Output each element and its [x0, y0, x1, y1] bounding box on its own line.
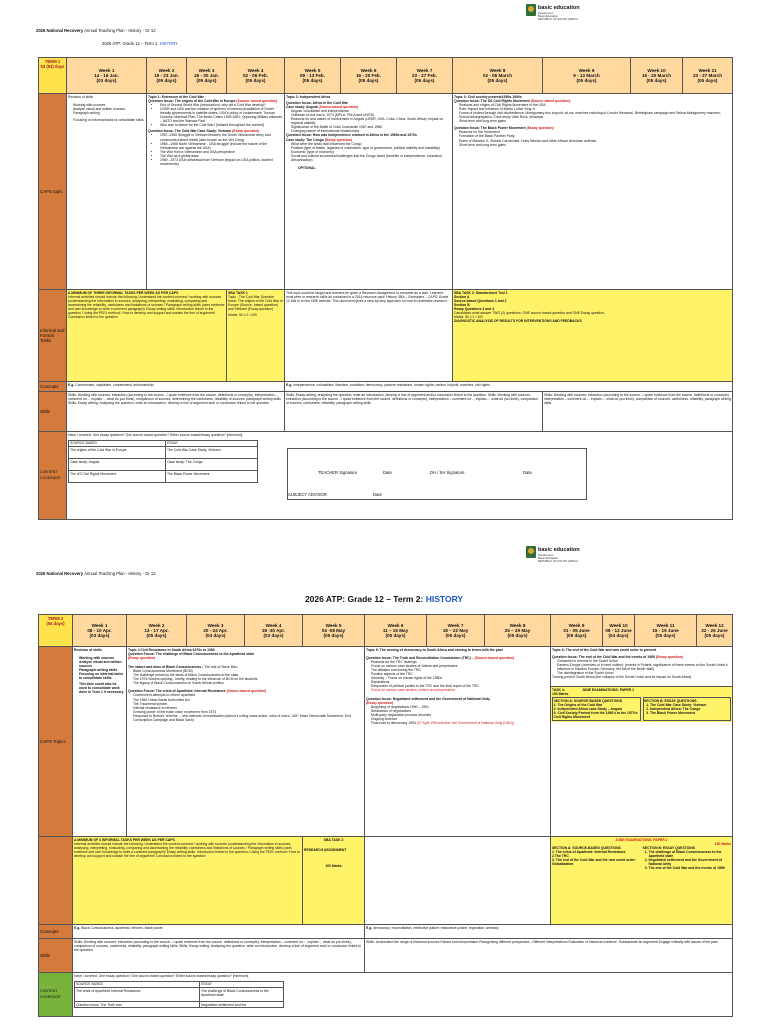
- row-label: CAPS topic: [39, 94, 67, 290]
- topic3-cell: Topic 3: Civil society protests1950s-1990s Question focus: The US Civil Rights Movement (Source-based question) • Reasons and origins of Civil Rights Movement in the USA • Role, impact and influence of Martin Luther King Jr • Forms of protest through civil disobedience: Montgomery bus boycott, sit-ins, marches including to Lincoln Memorial, Birmingham campaign and Selma-Montgomery marches; • School desegregation: Case study Little Rock, Arkansas • Short-term and long-term gains Question focus: The Black Power Movement (Essay question) • Reasons for the movement • Formation of the Black Panther Party • Roles of Malcolm X, Stokely Carmichael, Huey Newton and other African American activists • Short-term and long-term gains: [453, 94, 733, 290]
- week-header: Week 5 09 - 13 Feb. (05 days): [285, 58, 341, 94]
- topic5-cell: Topic 5: The coming of democracy to South Africa and coming to terms with the past Question focus: The Truth and Reconciliation Commission (TRC) – (Source-based question) • Reasons for the TRC hearings • Focus on various case studies of victims and perpetrators • The debates concerning the TRC • Positive aspects of the TRC • Amnesty – Focus on human rights of the 1980s • Reparations • Responses of political parties to the TRC and the final report of the TRC • Focus on various case studies, victims and perpetrators Question focus: Negotiated settlement and the Government of National Unity (Essay question) • Beginning of negotiations 1990 – 1991 • Breakdown of negotiations • Multi-party negotiation process resumes • Ongoing violence • Final road to democracy 1994 (27 April 1994 election; the Government of National Unity [GNU]): [365, 647, 551, 837]
- coverage-table: SOURCE BASED ESSAY The origins of the Cold War in Europe The Cold War Case Study: Vietnam Case study: Angola Case study: The Congo The US Civil Rights Movement The Black Power Movement: [68, 440, 258, 483]
- coat-of-arms-icon: [526, 546, 536, 558]
- coverage-cell: Have I covered: One essay question? One source-based question? Either source-based/essay question? [minimum] SOURCE BASED ESSAY The crisis of Apartheid: Internal Resistance The challenge of Black Consciousness to the Apartheid state Question focus: The Truth and Negotiated settlement and the: [73, 973, 733, 1017]
- week-header: Week 4 28 -30 Apr. (03 days): [245, 615, 303, 647]
- skills-cell: Skills: Understand the range of historical sources Extract and interpretation Recognising different perspective.- Different interpretations Evaluation of historical evidence. Substantiate an argument Engage critically with issues of the past.: [365, 939, 733, 973]
- coverage-row: [39, 973, 733, 1017]
- sba-task3-cell: SBA TASK 3 RESEARCH ASSIGNMENT 100 Marks: [303, 837, 365, 925]
- skills-row: [39, 939, 733, 973]
- sba-task1-cell: SBA TASK 1 Topic - The Cold War Question focus: The origins of the Cold War in Europe (Source- based question) and Vietnam (Essay question) Marks: 50 x 2 =100: [227, 290, 285, 382]
- term-label: TERM 2 (54 days): [39, 615, 73, 647]
- term-label: TERM 1 53 (53) days: [39, 58, 67, 94]
- topic4-cell: Topic 4 Civil Resistance in South Africa:1970s to 1980 Question Focus: The challenge of Black Consciousness to the Apartheid state (Essay question) The nature and aims of Black Consciousness • The role of Steve Biko • Black Consciousness Movement (BCM) • The challenge posed by the ideas of Black Consciousness to the state • The 1976 Soweto uprising - briefly, relating to the influence of BCM on the students • The legacy of Black Consciousness on South African politics Question Focus: The crisis of Apartheid: Internal Resistance (Source-based question) • Government attempts to reform apartheid • The 1982 Urban Bantu Authorities Act • The Tricameral system • Internal resistance to reforms • Growing power of the trade union movement from 1973 • Response to Botha's 'reforms' – new methods of mobilisation (labour's rolling mass action, roles of civics, UDF, Mass Democratic Movement, End Conscription Campaign and Black Sash): [127, 647, 365, 837]
- term2-plan-table: [38, 614, 733, 1017]
- concepts-cell: E.g. democracy; reconciliation, retributive justice; restorative justice; reparation; amnesty: [365, 925, 733, 939]
- week-header: Week 3 26 - 30 Jan. (05 days): [187, 58, 227, 94]
- concepts-cell: E.g. Black Consciousness, apartheid, reforms, black power: [73, 925, 365, 939]
- informal-tasks-cell: A MINIMUM OF THREE INFORMAL TASKS PER WEEK AS PER CAPS Informal activities should include the following: Understand the content covered / working with sources (understanding the information in sources, analysing, interpreting, evaluating, comparing and ascertaining the reliability, usefulness and limitations of sources / Paragraph writing skills (uses evidence and own knowledge to write a coherent paragraph)/ Essay writing skills: Introduction linked to the question / Using the PEEL method / How to develop and support and sustain the line of argument/ Conclusion linked to the question: [67, 290, 227, 382]
- concepts-row: [39, 382, 733, 392]
- revision-cell: Revision of skills • Working with sources • Analyse visual and written sources • Paragraph writing • Focusing on informal tasks to consolidate skills.: [67, 94, 147, 290]
- informal-tasks-cell: A MINIMUM OF 3 INFORMAL TASKS PER WEEK AS PER CAPS Informal activities should include the following: Understand the content covered / working with sources (understanding the information in sources, analysing, interpreting, evaluating, comparing and ascertaining the reliability, usefulness and limitations of sources / Paragraph writing skills (uses evidence and own knowledge to write a coherent paragraph)/ Essay writing skills: Introduction linked to the question / Using the PEEL method / How to develop and support and sustain the line of argument/ Conclusion linked to the question: [73, 837, 303, 925]
- week-header: Week 8 25 – 29 May (05 days): [485, 615, 551, 647]
- week-header: Week 10 08 - 12 June (04 days): [603, 615, 635, 647]
- coverage-cell: Have I covered: One essay question? One source-based question? Either source-based/essay question? [minimum] SOURCE BASED ESSAY The origins of the Cold War in Europe The Cold War Case Study: Vietnam Case study: Angola Case study: The Congo The US Civil Rights Movement The Black Power Movement TEACHER Signature Date DH / SH Signature Date SUBJECT ADVISOR Date: [67, 432, 733, 520]
- row-label: Informal and Formal Tasks: [39, 290, 67, 382]
- caps-topics-row: [39, 647, 733, 837]
- week-header: Week 4 02 - 06 Feb. (05 days): [227, 58, 285, 94]
- row-label: CAPS Topics: [39, 647, 73, 837]
- week-header: Week 5 04 -08 May (05 days): [303, 615, 365, 647]
- week-header: Week 6 11 – 15 May (05 days): [365, 615, 427, 647]
- week-header: Week 11 15 - 19 June (05 days): [635, 615, 697, 647]
- skills-cell: Skills: Working with sources: extraction (according to the source.../ quote evidence from the source, definitions or concepts), interpretation – comment on..., explain..., what do you think), comparison of sources, usefulness, reliability, paragraph writing skills. Skills: Essay writing: Analysing the question, write an introduction, develop a line of argument and/ or conclusion linked to the question.: [73, 939, 365, 973]
- dbe-logo: basic education Department: Basic Education REPUBLIC OF SOUTH AFRICA: [526, 546, 568, 570]
- week-header: Week 2 19 - 23 Jan. (05 days): [147, 58, 187, 94]
- week-header: Week 1 08 - 10 Apr. (03 days): [73, 615, 127, 647]
- week-header: Week 8 02 - 06 March (05 days): [453, 58, 543, 94]
- week-header: Week 9 9 - 13 March (05 days): [543, 58, 631, 94]
- task5-block: JUNE EXAMINATIONS: PAPER 2 150 Marks SECTION A: SOURCE-BASED QUESTIONS 1. The crisis of Apartheid: Internal Resistance 2.The TRC 3. The end of the Cold War and the new world order: Globalisation SECTION B: ESSAY QUESTIONS 1. The challenge of Black Consciousness to the Apartheid state 2. Negotiated settlement and the Government of National Unity 3. The end of the Cold War and the events of 1989: [551, 837, 733, 925]
- row-label: Skills: [39, 392, 67, 432]
- sba-task2-cell: SBA TASK 2: Standardized Test 1 Section A Source-based Questions 1 and 2 Section B Essay Questions 3 and 4 Candidates must answer TWO (2) questions, ONE source-based question and ONE Essay question. Marks: 50 x 2 =100 DIAGNOSTIC ANALYSIS OF RESULTS FOR INTERVENTIONS AND FEEDBACKS: [453, 290, 733, 382]
- coat-of-arms-icon: [526, 4, 536, 16]
- topic6-cell: Topic 6: The end of the Cold War and new world order to present Question focus: The end of the Cold War and the events of 1989 (Essay question) • Gorbachev's reforms in the Soviet Union • Eastern Europe (overview or in brief outline): (events in Poland; significance of these events on the Soviet Union's influence in Eastern Europe; Germany: the fall of the Berlin Wall) • The disintegration of the Soviet Union Turning point in South Africa (the collapse of the Soviet Union and its impact on South Africa) TASK 4: JUNE EXAMINATIONS: PAPER 1 150 Marks SECTION A: SOURCE BASED QUESTIONS 1: The Origins of the Cold War 2: Independent Africa case Study – Angola 3: Civil Society Protest from the 1950's to the 1970's: Civil Rights Movement SECTION B: ESSAY QUESTIONS 1. The Cold War Case Study: Vietnam 2. Independent Africa: The Congo 3. The Black Power Movement: [551, 647, 733, 837]
- topic2-cell: Topic 2: Independent Africa Question focus: Africa in the Cold War Case study: Angola (Source-based question) • Angola: colonialism and independence • Outbreak of civil war in 1974 (MPLA, FNLA and UNITA) • Reasons for and nature of involvement in Angola (USSR, USA, Cuba, China, South Africa): impact on regional stability • Significance of the Battle of Cuito Cuanavale 1987 and 1988 • Changing nature of international relationships Question focus: How was independence realised in Africa in the 1960s and 1970s Case study: The Congo (Essay question) • What were the ideas that influenced the Congo • Political (type of leader, legacies of colonialism, type of government, political stability and instability) • Economic (type of economy) • Social and cultural successes/challenges that the Congo faced (benefits of independence, education, Africanisation) OPTIONAL: [285, 94, 453, 290]
- signature-box: TEACHER Signature Date DH / SH Signature Date SUBJECT ADVISOR Date: [287, 448, 587, 500]
- coverage-row: [39, 432, 733, 520]
- term1-plan-table: [38, 57, 733, 520]
- week-header: Week 9 01 - 05 June (05 days): [551, 615, 603, 647]
- week-header: Week 3 20 - 24 Apr. (04 days): [187, 615, 245, 647]
- week-header: Week 12 22 - 26 June (05 days): [697, 615, 733, 647]
- week-header: Week 7 18 – 22 May (05 days): [427, 615, 485, 647]
- skills-row: [39, 392, 733, 432]
- row-label: Concepts: [39, 925, 73, 939]
- row-label: [39, 837, 73, 925]
- revision-cell: Revision of skills • Working with sources • Analyse visual and written sources • Paragraph writing skills • Focusing on informal tasks to consolidate skills. This time could also be used to consolidate work done in Term 1 if necessary.: [73, 647, 127, 837]
- week-header: Week 6 16 - 20 Feb. (05 days): [341, 58, 397, 94]
- tasks-row: [39, 837, 733, 925]
- weeks-row: [39, 58, 733, 94]
- row-label: Concepts: [39, 382, 67, 392]
- row-label: Skills: [39, 939, 73, 973]
- concepts-row: [39, 925, 733, 939]
- skills-cell: Skills: Working with sources: extraction (according to the source.../ quote evidence from the source, definitions or concepts), interpretation – comment on..., explain..., what do you think), comparison of sources, determining the usefulness, reliability of sources, paragraph writing skills Skills: Essay writing: Analysing the question, write an introduction, develop a line of argument and/ or conclusion linked to the question: [67, 392, 285, 432]
- week-header: Week 1 14 - 16 Jan. (03 days): [67, 58, 147, 94]
- task4-block: TASK 4: JUNE EXAMINATIONS: PAPER 1 150 Marks SECTION A: SOURCE BASED QUESTIONS 1: The Origins of the Cold War 2: Independent Africa case Study – Angola 3: Civil Society Protest from the 1950's to the 1970's: Civil Rights Movement SECTION B: ESSAY QUESTIONS 1. The Cold War Case Study: Vietnam 2. Independent Africa: The Congo 3. The Black Power Movement: [551, 686, 732, 722]
- skills-cell: Skills: Essay writing: analysing the question, write an introduction, develop a line of argument and/or conclusion linked to the question. Skills: Working with sources: extraction (according to the source.../ quote evidence from the source, definitions or concepts), interpretation – comment on..., explain..., what do you think), comparison of sources, usefulness, reliability, paragraph writing skills: [285, 392, 543, 432]
- skills-cell: Skills: Working with sources: extraction (according to the source.../ quote evidence from the source, definitions or concepts), interpretation – comment on..., explain..., what do you think), comparison of sources, usefulness, reliability, paragraph writing skills: [543, 392, 733, 432]
- row-label: CONTENT COVERAGE: [39, 973, 73, 1017]
- week-header: Week 11 23 - 27 March (05 days): [683, 58, 733, 94]
- page-title: 2026 ATP: Grade 12 – Term 2: HISTORY: [304, 594, 464, 604]
- page-2: [0, 538, 768, 1024]
- topic1-cell: Topic 1: Extension of the Cold War Question focus: The origins of the Cold War in Europe (Source- based question) • End of Second World War (introduction): why did a Cold War develop? • USSR and USA and the creation of spheres of interest (installation of Soviet friendly governments in satellite states; USA's policy of containment; Truman Doctrine; Marshall Plan; The Berlin Crises 1949-1961; Opposing Military alliances – NATO and the Warsaw Pact • Who was to blame for the Cold War? [infused throughout the content] Question focus: The Cold War Case Study: Vietnam (Essay question) • 1957–1965 Struggle in Vietnam between the South Vietnamese army and communist-trained rebels (also known as the Viet Cong) • 1965 –1968 North Vietnamese - USA struggle (include the nature of the Vietnamese war against the USA) • The War from a Vietnamese and USA perspective • The War as a global issue • 1969 –1973 USA withdrawal from Vietnam (impact on USA politics- student movements): [147, 94, 285, 290]
- page-header: 2026 National Recovery Annual Teaching Plan - History - Gr 12: [36, 28, 156, 33]
- concepts-cell: E.g. Communism, capitalism, containment, brinkmanship: [67, 382, 285, 392]
- page-header: 2026 National Recovery Annual Teaching Plan - History - Gr 12: [36, 571, 156, 576]
- week-header: Week 10 16 - 20 March (05 days): [631, 58, 683, 94]
- week-header: Week 7 23 - 27 Feb. (05 days): [397, 58, 453, 94]
- coverage-table: SOURCE BASED ESSAY The crisis of Apartheid: Internal Resistance The challenge of Black Consciousness to the Apartheid state Question focus: The Truth and Negotiated settlement and the: [74, 981, 284, 1009]
- tasks-empty-cell: [365, 837, 551, 925]
- week-header: Week 2 13 - 17 Apr. (05 days): [127, 615, 187, 647]
- tasks-row: [39, 290, 733, 382]
- dbe-logo: basic education Department: Basic Education REPUBLIC OF SOUTH AFRICA: [526, 4, 568, 28]
- caps-topics-row: [39, 94, 733, 290]
- page-subtitle: 2026 ATP: Grade 12 – Term 1: HISTORY: [102, 41, 179, 46]
- weeks-row: [39, 615, 733, 647]
- research-note-cell: This topic could be taught and learners be given a Research Assignment to complete as a task. Learners must refer to research skills as contained in a 2014 resource pack 'History SBA – Exemplars – CAPS' Grade 12 that is on the DBE website. This document gives a step-by-step approach on how to undertake research.: [285, 290, 453, 382]
- row-label: CONTENT COVERAGE: [39, 432, 67, 520]
- concepts-cell: E.g. Independence; colonialism; Marxism; socialism; democracy; passive resistance; human rights; racism; boycott; marches; civil rights: [285, 382, 733, 392]
